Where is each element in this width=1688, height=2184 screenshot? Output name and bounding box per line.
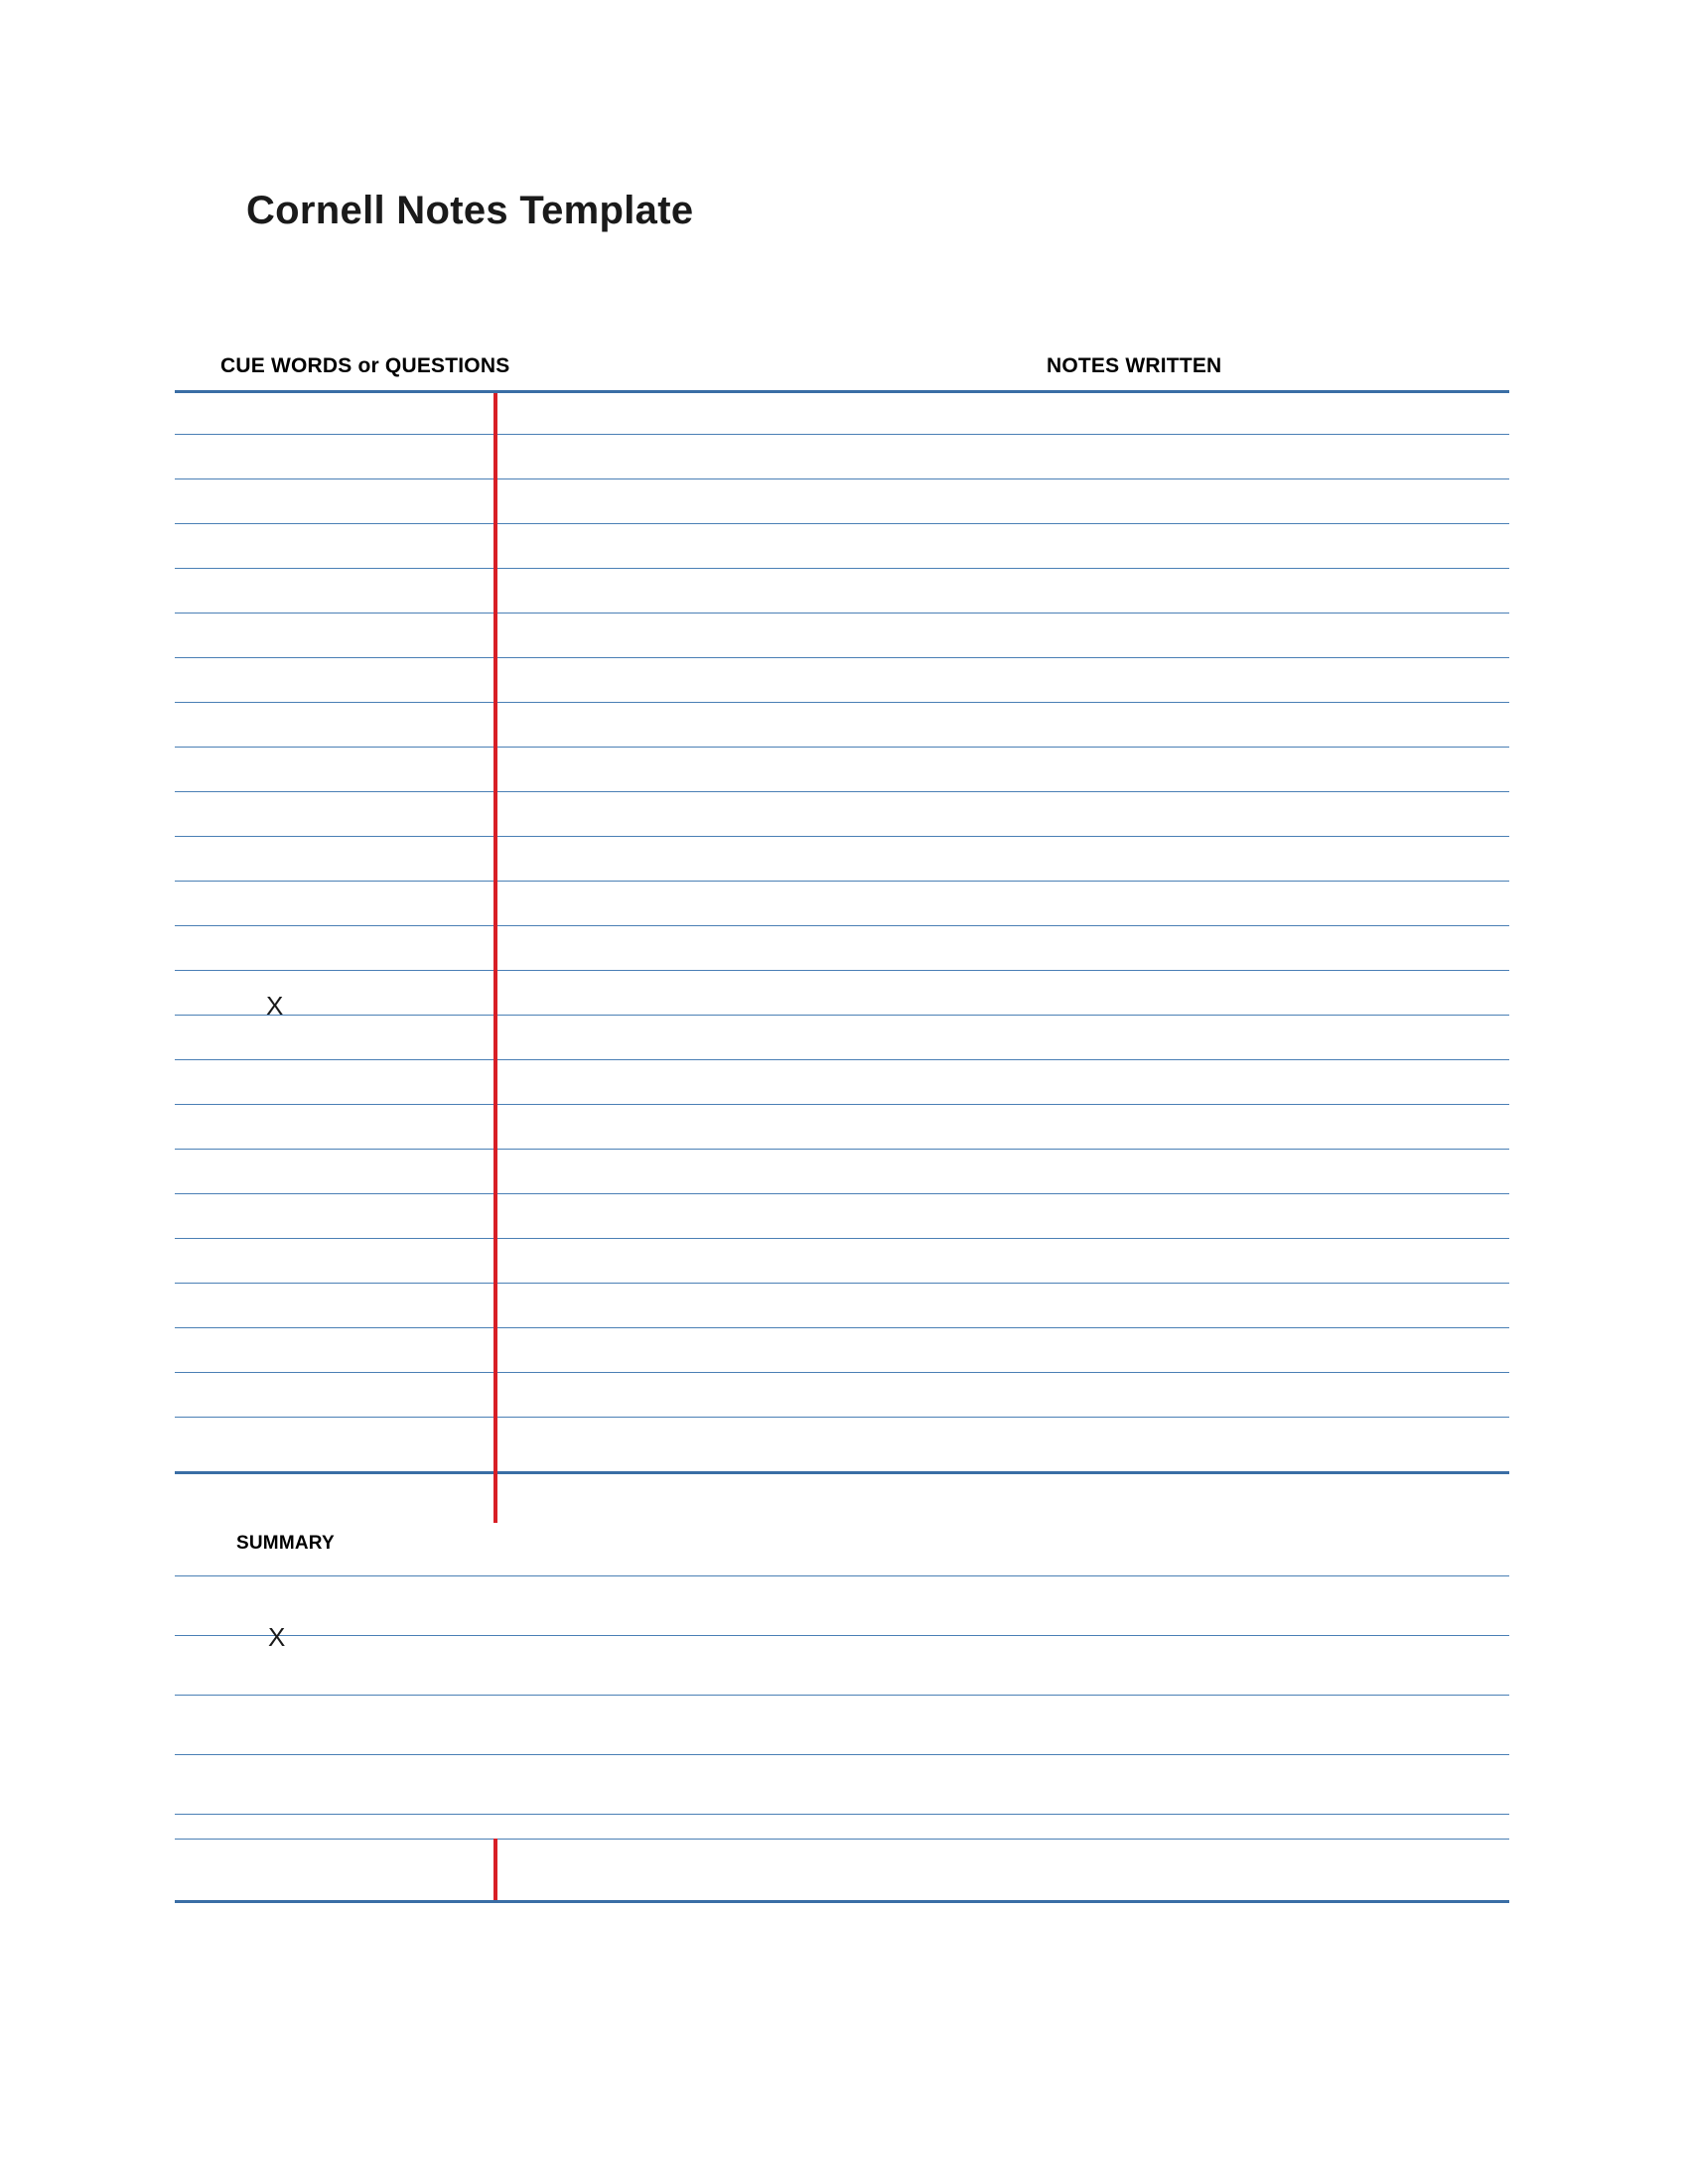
notes-column-header: NOTES WRITTEN <box>1047 354 1222 377</box>
rule-line <box>175 613 1509 614</box>
rule-line <box>175 1695 1509 1696</box>
rule-line <box>175 1754 1509 1755</box>
rule-line-top-border <box>175 390 1509 393</box>
rule-line <box>175 1283 1509 1284</box>
summary-ruled-area <box>175 1514 1509 1906</box>
rule-line <box>175 1238 1509 1239</box>
cue-column-header: CUE WORDS or QUESTIONS <box>220 354 510 377</box>
rule-line <box>175 1059 1509 1060</box>
rule-line <box>175 1839 1509 1840</box>
rule-line <box>175 568 1509 569</box>
page-title: Cornell Notes Template <box>246 189 694 232</box>
notes-ruled-area <box>175 390 1509 1476</box>
rule-line <box>175 925 1509 926</box>
rule-line <box>175 657 1509 658</box>
rule-line <box>175 1015 1509 1016</box>
rule-line <box>175 523 1509 524</box>
rule-line <box>175 1635 1509 1636</box>
rule-line <box>175 1149 1509 1150</box>
rule-line <box>175 434 1509 435</box>
rule-line <box>175 1372 1509 1373</box>
rule-line <box>175 1575 1509 1576</box>
rule-line <box>175 1193 1509 1194</box>
rule-line <box>175 1104 1509 1105</box>
rule-line <box>175 1327 1509 1328</box>
rule-line <box>175 836 1509 837</box>
summary-area-mark: X <box>268 1622 286 1652</box>
rule-line <box>175 747 1509 748</box>
red-margin-divider-footer <box>493 1839 497 1900</box>
rule-line-section-border <box>175 1471 1509 1474</box>
notes-area-mark: X <box>266 991 284 1021</box>
rule-line <box>175 478 1509 479</box>
rule-line <box>175 970 1509 971</box>
rule-line-bottom-border <box>175 1900 1509 1903</box>
rule-line <box>175 1814 1509 1815</box>
red-margin-divider <box>493 393 497 1523</box>
summary-section-label: SUMMARY <box>236 1533 335 1554</box>
rule-line <box>175 1417 1509 1418</box>
rule-line <box>175 791 1509 792</box>
rule-line <box>175 702 1509 703</box>
rule-line <box>175 881 1509 882</box>
